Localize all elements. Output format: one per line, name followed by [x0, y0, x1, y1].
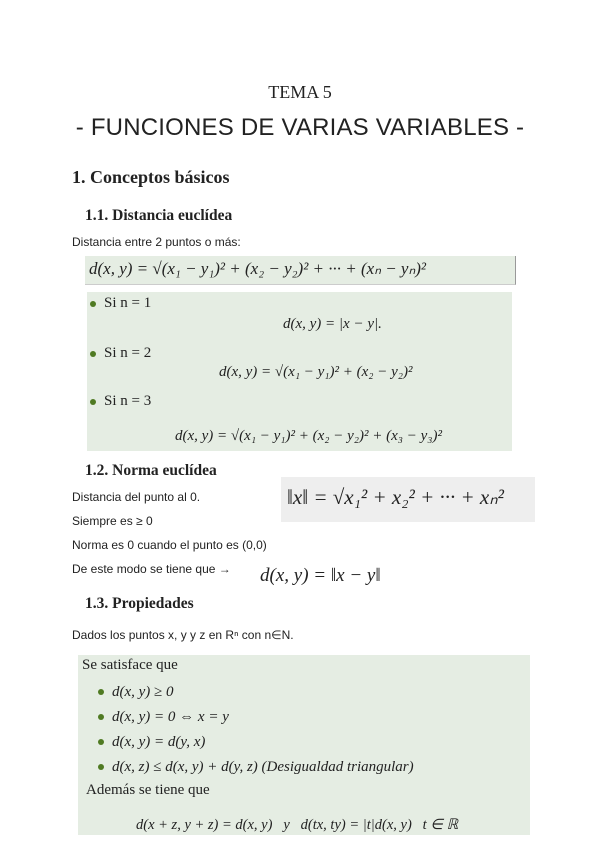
- subsection-heading-norma: 1.2. Norma euclídea: [85, 462, 217, 479]
- case-label-1: Si n = 1: [104, 295, 152, 311]
- property-text-4: d(x, z) ≤ d(x, y) + d(y, z) (Desigualdad triangular): [112, 759, 414, 775]
- properties-box: [78, 655, 530, 835]
- norma-line-3: Norma es 0 cuando el punto es (0,0): [72, 538, 267, 552]
- property-text-1: d(x, y) ≥ 0: [112, 684, 174, 700]
- case-label-2: Si n = 2: [104, 345, 152, 361]
- case-formula-3: d(x, y) = √(x₁ − y₁)² + (x₂ − y₂)² + (x₃ − y₃)²: [175, 428, 442, 444]
- dist-norm-formula: d(x, y) = ‖x − y‖: [260, 565, 381, 586]
- distance-formula: d(x, y) = √(x₁ − y₁)² + (x₂ − y₂)² + ··· + (xₙ − yₙ)²: [89, 259, 427, 278]
- propiedades-intro: Dados los puntos x, y y z en Rⁿ con n∈N.: [72, 628, 294, 642]
- cases-box: [87, 292, 512, 451]
- bullet-icon: [90, 351, 96, 357]
- final-formula: d(x + z, y + z) = d(x, y) y d(tx, ty) = |t|d(x, y) t ∈ ℝ: [136, 817, 459, 833]
- bullet-icon: [98, 764, 104, 770]
- property-text-3: d(x, y) = d(y, x): [112, 734, 206, 750]
- subsection-heading-propiedades: 1.3. Propiedades: [85, 595, 194, 612]
- bullet-icon: [90, 301, 96, 307]
- subsection-heading-distancia: 1.1. Distancia euclídea: [85, 207, 233, 224]
- norma-line-4: De este modo se tiene que →: [72, 562, 231, 576]
- norma-line-1: Distancia del punto al 0.: [72, 490, 201, 504]
- norm-formula: ‖x‖ = √x₁² + x₂² + ··· + xₙ²: [287, 485, 504, 509]
- case-formula-2: d(x, y) = √(x₁ − y₁)² + (x₂ − y₂)²: [219, 364, 413, 380]
- case-formula-1: d(x, y) = |x − y|.: [283, 316, 382, 332]
- property-item-4: [98, 756, 414, 776]
- section-heading: 1. Conceptos básicos: [72, 167, 230, 187]
- case-item-3: [90, 393, 151, 410]
- property-text-2: d(x, y) = 0 ⇔ x = y: [112, 709, 229, 725]
- norm-formula-box: [281, 477, 535, 522]
- case-label-3: Si n = 3: [104, 393, 152, 409]
- bullet-icon: [90, 399, 96, 405]
- tema-label: TEMA 5: [268, 82, 332, 102]
- case-item-1: [90, 295, 151, 312]
- property-item-1: [98, 681, 174, 701]
- distance-formula-box: [85, 256, 516, 285]
- bullet-icon: [98, 739, 104, 745]
- ademas-text: Además se tiene que: [86, 782, 210, 798]
- property-item-2: [98, 706, 229, 726]
- properties-box-intro: Se satisface que: [82, 657, 178, 673]
- page-title: - FUNCIONES DE VARIAS VARIABLES -: [75, 114, 525, 141]
- norma-line-2: Siempre es ≥ 0: [72, 514, 153, 528]
- distancia-intro: Distancia entre 2 puntos o más:: [72, 235, 241, 249]
- bullet-icon: [98, 714, 104, 720]
- case-item-2: [90, 345, 151, 362]
- property-item-3: [98, 731, 205, 751]
- bullet-icon: [98, 689, 104, 695]
